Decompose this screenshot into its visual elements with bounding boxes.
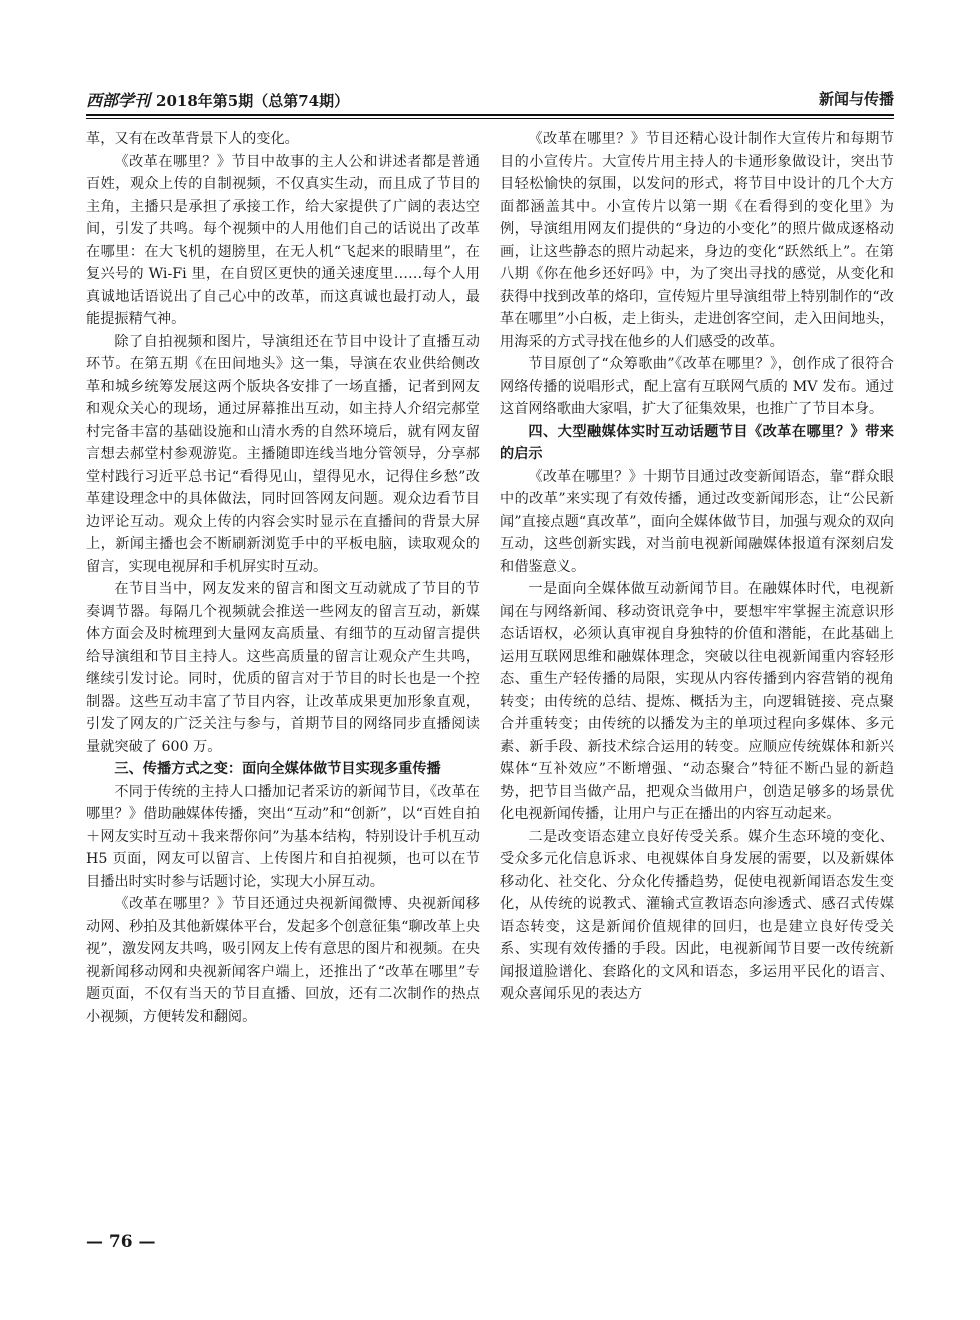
left-column [86, 128, 480, 1028]
paragraph: 《改革在哪里？》十期节目通过改变新闻语态，靠“群众眼中的改革”来实现了有效传播，通过改变新闻形态，让“公民新闻”直接点题“真改革”，面向全媒体做节目，加强与观众的双向互动，这些创新实践，对当前电视新闻融媒体报道有深刻启发和借鉴意义。 [500, 468, 894, 575]
paragraph: 在节目当中，网友发来的留言和图文互动就成了节目的节奏调节器。每隔几个视频就会推送一些网友的留言互动，新媒体方面会及时梳理到大量网友高质量、有细节的互动留言提供给导演组和节目主持人。这些高质量的留言让观众产生共鸣，继续引发讨论。同时，优质的留言对于节目的时长也是一个控制器。这些互动丰富了节目内容，让改革成果更加形象直观，引发了网友的广泛关注与参与，首期节目的网络同步直播阅读量就突破了 600 万。 [86, 581, 480, 755]
header-rule [86, 114, 894, 116]
paragraph: 节目原创了“众筹歌曲”《改革在哪里？》，创作成了很符合网络传播的说唱形式，配上富有互联网气质的 MV 发布。通过这首网络歌曲大家唱，扩大了征集效果，也推广了节目本身。 [500, 356, 894, 417]
paragraph: 革，又有在改革背景下人的变化。 [86, 131, 299, 147]
section-name: 新闻与传播 [818, 90, 894, 108]
section-heading: 四、大型融媒体实时互动话题节目《改革在哪里？》带来的启示 [500, 423, 894, 462]
paragraph: 《改革在哪里？》节目还通过央视新闻微博、央视新闻移动网、秒拍及其他新媒体平台，发起多个创意征集“聊改革上央视”，激发网友共鸣，吸引网友上传有意思的图片和视频。在央视新闻移动网和央视新闻客户端上，还推出了“改革在哪里”专题页面，不仅有当天的节目直播、回放，还有二次制作的热点小视频，方便转发和翻阅。 [86, 896, 480, 1025]
header-rule-thin [86, 118, 894, 119]
journal-logo: 西部学刊 [86, 91, 151, 110]
paragraph: 不同于传统的主持人口播加记者采访的新闻节目，《改革在哪里？》借助融媒体传播，突出“互动”和“创新”，以“百姓自拍＋网友实时互动＋我来帮你问”为基本结构，特别设计手机互动 H5 页面，网友可以留言、上传图片和自拍视频，也可以在节目播出时实时参与话题讨论，实现大小屏互动。 [86, 783, 480, 890]
journal-title [86, 88, 349, 111]
page-number: — 76 — [86, 1232, 156, 1252]
paragraph: 二是改变语态建立良好传受关系。媒介生态环境的变化、受众多元化信息诉求、电视媒体自身发展的需要，以及新媒体移动化、社交化、分众化传播趋势，促使电视新闻语态发生变化，从传统的说教式、灌输式宣教语态向渗透式、感召式传媒语态转变，这是新闻价值规律的回归，也是建立良好传受关系、实现有效传播的手段。因此，电视新闻节目要一改传统新闻报道脸谱化、套路化的文风和语态，多运用平民化的语言、观众喜闻乐见的表达方 [500, 828, 894, 1002]
section-heading: 三、传播方式之变：面向全媒体做节目实现多重传播 [114, 761, 441, 777]
right-column [500, 128, 894, 1006]
page-header [86, 84, 894, 116]
paragraph: 一是面向全媒体做互动新闻节目。在融媒体时代，电视新闻在与网络新闻、移动资讯竞争中，要想牢牢掌握主流意识形态话语权，必须认真审视自身独特的价值和潜能，在此基础上运用互联网思维和融媒体理念，突破以往电视新闻重内容轻形态、重生产轻传播的局限，实现从内容传播到内容营销的视角转变；由传统的总结、提炼、概括为主，向逻辑链接、亮点聚合并重转变；由传统的以播发为主的单项过程向多媒体、多元素、新手段、新技术综合运用的转变。应顺应传统媒体和新兴媒体“互补效应”不断增强、“动态聚合”特征不断凸显的新趋势，把节目当做产品，把观众当做用户，创造足够多的场景优化电视新闻传播，让用户与正在播出的内容互动起来。 [500, 581, 894, 822]
paragraph: 《改革在哪里？》节目还精心设计制作大宣传片和每期节目的小宣传片。大宣传片用主持人的卡通形象做设计，突出节目轻松愉快的氛围，以发问的形式，将节目中设计的几个大方面都涵盖其中。小宣传片以第一期《在看得到的变化里》为例，导演组用网友们提供的“身边的小变化”的照片做成逐格动画，让这些静态的照片动起来，身边的变化“跃然纸上”。在第八期《你在他乡还好吗》中，为了突出寻找的感觉，从变化和获得中找到改革的烙印，宣传短片里导演组带上特别制作的“改革在哪里”小白板，走上街头，走进创客空间，走入田间地头，用海采的方式寻找在他乡的人们感受的改革。 [500, 131, 894, 350]
paragraph: 除了自拍视频和图片，导演组还在节目中设计了直播互动环节。在第五期《在田间地头》这一集，导演在农业供给侧改革和城乡统筹发展这两个版块各安排了一场直播，记者到网友和观众关心的现场，通过屏幕推出互动，如主持人介绍完郝堂村完备丰富的基础设施和山清水秀的自然环境后，就有网友留言想去郝堂村参观游览。主播随即连线当地分管领导，分享郝堂村践行习近平总书记“看得见山，望得见水，记得住乡愁”改革建设理念中的具体做法，同时回答网友问题。观众边看节目边评论互动。观众上传的内容会实时显示在直播间的背景大屏上，新闻主播也会不断刷新浏览手中的平板电脑，读取观众的留言，实现电视屏和手机屏实时互动。 [86, 333, 480, 575]
paragraph: 《改革在哪里？》节目中故事的主人公和讲述者都是普通百姓，观众上传的自制视频，不仅真实生动，而且成了节目的主角，主播只是承担了承接工作，给大家提供了广阔的表达空间，引发了共鸣。每个视频中的人用他们自己的话说出了改革在哪里：在大飞机的翅膀里，在无人机“飞起来的眼睛里”，在复兴号的 Wi-Fi 里，在自贸区更快的通关速度里……每个人用真诚地话语说出了自己心中的改革，而这真诚也最打动人，最能提振精气神。 [86, 153, 480, 327]
issue-info: 2018年第5期（总第74期） [156, 92, 350, 110]
